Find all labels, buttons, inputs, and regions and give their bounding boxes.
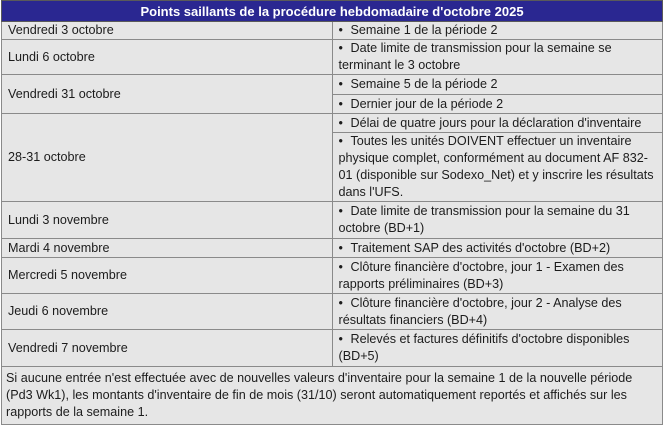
bullet-icon: • [338,23,343,37]
row-item: • Toutes les unités DOIVENT effectuer un inventaire physique complet, conformément au document AF 832-01 (disponible sur Sodexo_Net) et y inscrire les résultats dans l'UFS. [332,133,663,202]
schedule-table [1,0,663,425]
bullet-icon: • [338,77,343,91]
bullet-icon: • [338,332,343,346]
row-date: Vendredi 31 octobre [2,75,333,114]
bullet-icon: • [338,115,343,130]
row-item: • Relevés et factures définitifs d'octobre disponibles (BD+5) [332,330,663,367]
row-item: • Traitement SAP des activités d'octobre (BD+2) [332,239,663,258]
table-row [2,75,663,95]
row-item: • Dernier jour de la période 2 [332,95,663,114]
bullet-icon: • [338,41,343,55]
bullet-icon: • [338,295,343,310]
row-item: • Semaine 5 de la période 2 [332,75,663,95]
table-row [2,294,663,330]
row-item: • Date limite de transmission pour la semaine du 31 octobre (BD+1) [332,202,663,239]
table-row [2,202,663,239]
row-item: • Clôture financière d'octobre, jour 2 - Analyse des résultats financiers (BD+4) [332,294,663,330]
table-row-note [2,367,663,425]
table-row [2,330,663,367]
row-item: • Clôture financière d'octobre, jour 1 - Examen des rapports préliminaires (BD+3) [332,258,663,294]
table-title: Points saillants de la procédure hebdomadaire d'octobre 2025 [2,1,663,22]
row-item: • Date limite de transmission pour la semaine se terminant le 3 octobre [332,40,663,75]
row-date: 28-31 octobre [2,114,333,202]
row-item: • Délai de quatre jours pour la déclaration d'inventaire [332,114,663,133]
row-date: Vendredi 7 novembre [2,330,333,367]
footnote: Si aucune entrée n'est effectuée avec de nouvelles valeurs d'inventaire pour la semaine 1 de la nouvelle période (Pd3 Wk1), les montants d'inventaire de fin de mois (31/10) seront automatiquement reportés et affichés sur les rapports de la semaine 1. [2,367,663,425]
row-date: Mercredi 5 novembre [2,258,333,294]
row-date: Lundi 6 octobre [2,40,333,75]
table-row [2,22,663,40]
table-row [2,258,663,294]
table-row [2,239,663,258]
table-row [2,40,663,75]
row-date: Vendredi 3 octobre [2,22,333,40]
bullet-icon: • [338,259,343,274]
row-date: Lundi 3 novembre [2,202,333,239]
bullet-icon: • [338,96,343,111]
row-item: • Semaine 1 de la période 2 [332,22,663,40]
row-date: Mardi 4 novembre [2,239,333,258]
bullet-icon: • [338,240,343,255]
table-row [2,114,663,133]
row-date: Jeudi 6 novembre [2,294,333,330]
bullet-icon: • [338,134,343,148]
bullet-icon: • [338,204,343,218]
